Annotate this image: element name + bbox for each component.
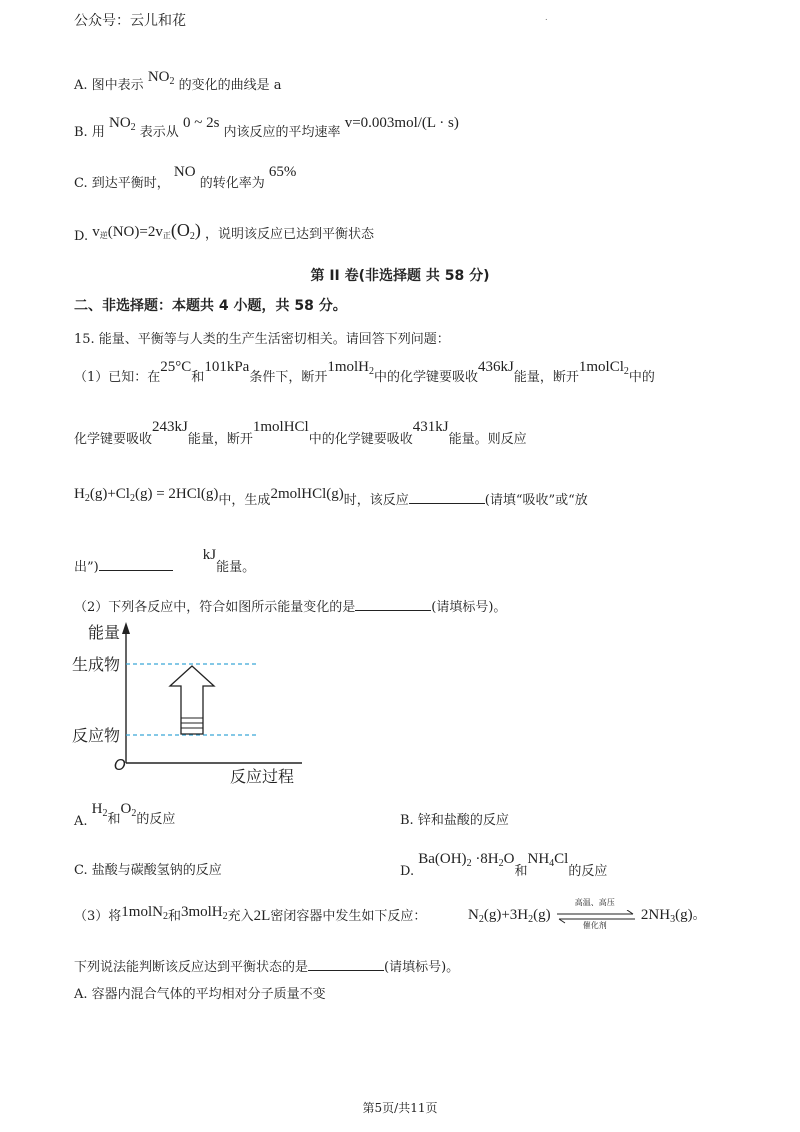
conversion-value: 65% (268, 164, 297, 180)
header-dot: . (545, 13, 548, 22)
rate-equation: $v_逆(NO)=2v_正(O_2)$ (92, 220, 201, 242)
equilibrium-arrow: 高温、高压 催化剂 (555, 905, 637, 925)
option-text: 表示从 (139, 125, 179, 140)
q15-part1-line3: $H_2(g)+Cl_2(g) = 2HCl(g)$中，生成2molHCl(g)时，该反应 (请填“吸收”或“放 (74, 486, 588, 508)
time-range: 0 ~ 2s (182, 115, 220, 131)
q15-part2-stem: （2）下列各反应中，符合如图所示能量变化的是 (请填标号)。 (74, 600, 507, 615)
y-axis-arrow (122, 622, 130, 634)
q15-part3-line1: （3）将1molN$_2$和3molH$_2$充入2L密闭容器中发生如下反应： (74, 904, 427, 924)
section-heading: 二、非选择题：本题共 4 小题，共 58 分。 (74, 298, 347, 314)
q14-option-c (74, 164, 297, 191)
option-text: 的转化率为 (199, 176, 265, 191)
option-label: C. (74, 176, 88, 191)
option-label: D. (74, 229, 89, 244)
answer-blank[interactable] (308, 958, 384, 971)
section-title: 第 II 卷(非选择题 共 58 分) (310, 268, 490, 284)
reaction-equation: $H_2(g)+Cl_2(g) = 2HCl(g)$ (74, 486, 219, 504)
product-label: 生成物 (72, 655, 121, 674)
q15-part3-stem: 下列说法能判断该反应达到平衡状态的是 (请填标号)。 (74, 960, 460, 975)
formula-no2: $NO_2$ (147, 69, 175, 87)
q15-part2-option-c: C. 盐酸与碳酸氢钠的反应 (74, 863, 222, 878)
origin-label: O (114, 756, 126, 774)
q15-part1-line4: 出”)kJ能量。 (74, 547, 256, 575)
q15-part2-option-b: B. 锌和盐酸的反应 (400, 813, 509, 828)
q15-stem: 15. 能量、平衡等与人类的生产生活密切相关。请回答下列问题： (74, 332, 450, 347)
q14-option-b (74, 115, 459, 140)
energy-diagram (70, 618, 310, 788)
answer-blank[interactable] (409, 491, 485, 504)
option-text: 内该反应的平均速率 (223, 125, 341, 140)
q15-part3-option-a: A. 容器内混合气体的平均相对分子质量不变 (74, 987, 326, 1002)
y-axis-label: 能量 (88, 623, 121, 642)
q15-part2-option-a: A. $H_2$和$O_2$的反应 (74, 801, 176, 829)
answer-blank[interactable] (99, 558, 173, 571)
q15-part2-option-d: D. $Ba(OH)_2 \cdot 8H_2O$和$NH_4Cl$的反应 (400, 851, 608, 879)
reactant-label: 反应物 (72, 726, 121, 745)
formula-no2: $NO_2$ (108, 115, 136, 133)
q15-part3-equation: $N_2(g)+3H_2(g)$ 高温、高压 催化剂 $2NH_3(g)$。 (468, 898, 706, 930)
x-axis-label: 反应过程 (230, 767, 295, 786)
q15-part1-line2: 化学键要吸收243kJ能量，断开1molHCl中的化学键要吸收431kJ能量。则反应 (74, 419, 527, 447)
q14-option-d (74, 220, 375, 244)
header-source: 公众号：云儿和花 (74, 13, 186, 29)
option-text: 用 (91, 125, 105, 140)
option-text: 的变化的曲线是 a (178, 78, 282, 93)
option-label: A. (74, 78, 88, 93)
rate-value: v=0.003mol/(L · s) (344, 115, 459, 131)
option-label: B. (74, 125, 88, 140)
answer-blank[interactable] (355, 598, 431, 611)
option-text: ，说明该反应已达到平衡状态 (205, 227, 375, 242)
formula-no: NO (173, 164, 196, 180)
option-text: 到达平衡时， (91, 176, 170, 191)
up-arrow-icon (170, 666, 214, 734)
page-number: 第5页/共11页 (362, 1101, 438, 1115)
q14-option-a (74, 69, 282, 93)
q15-part1-line1: （1）已知：在25°C和101kPa条件下，断开1molH$_2$中的化学键要吸收436kJ能量，断开1molCl$_2$中的 (74, 359, 655, 385)
option-text: 图中表示 (91, 78, 144, 93)
